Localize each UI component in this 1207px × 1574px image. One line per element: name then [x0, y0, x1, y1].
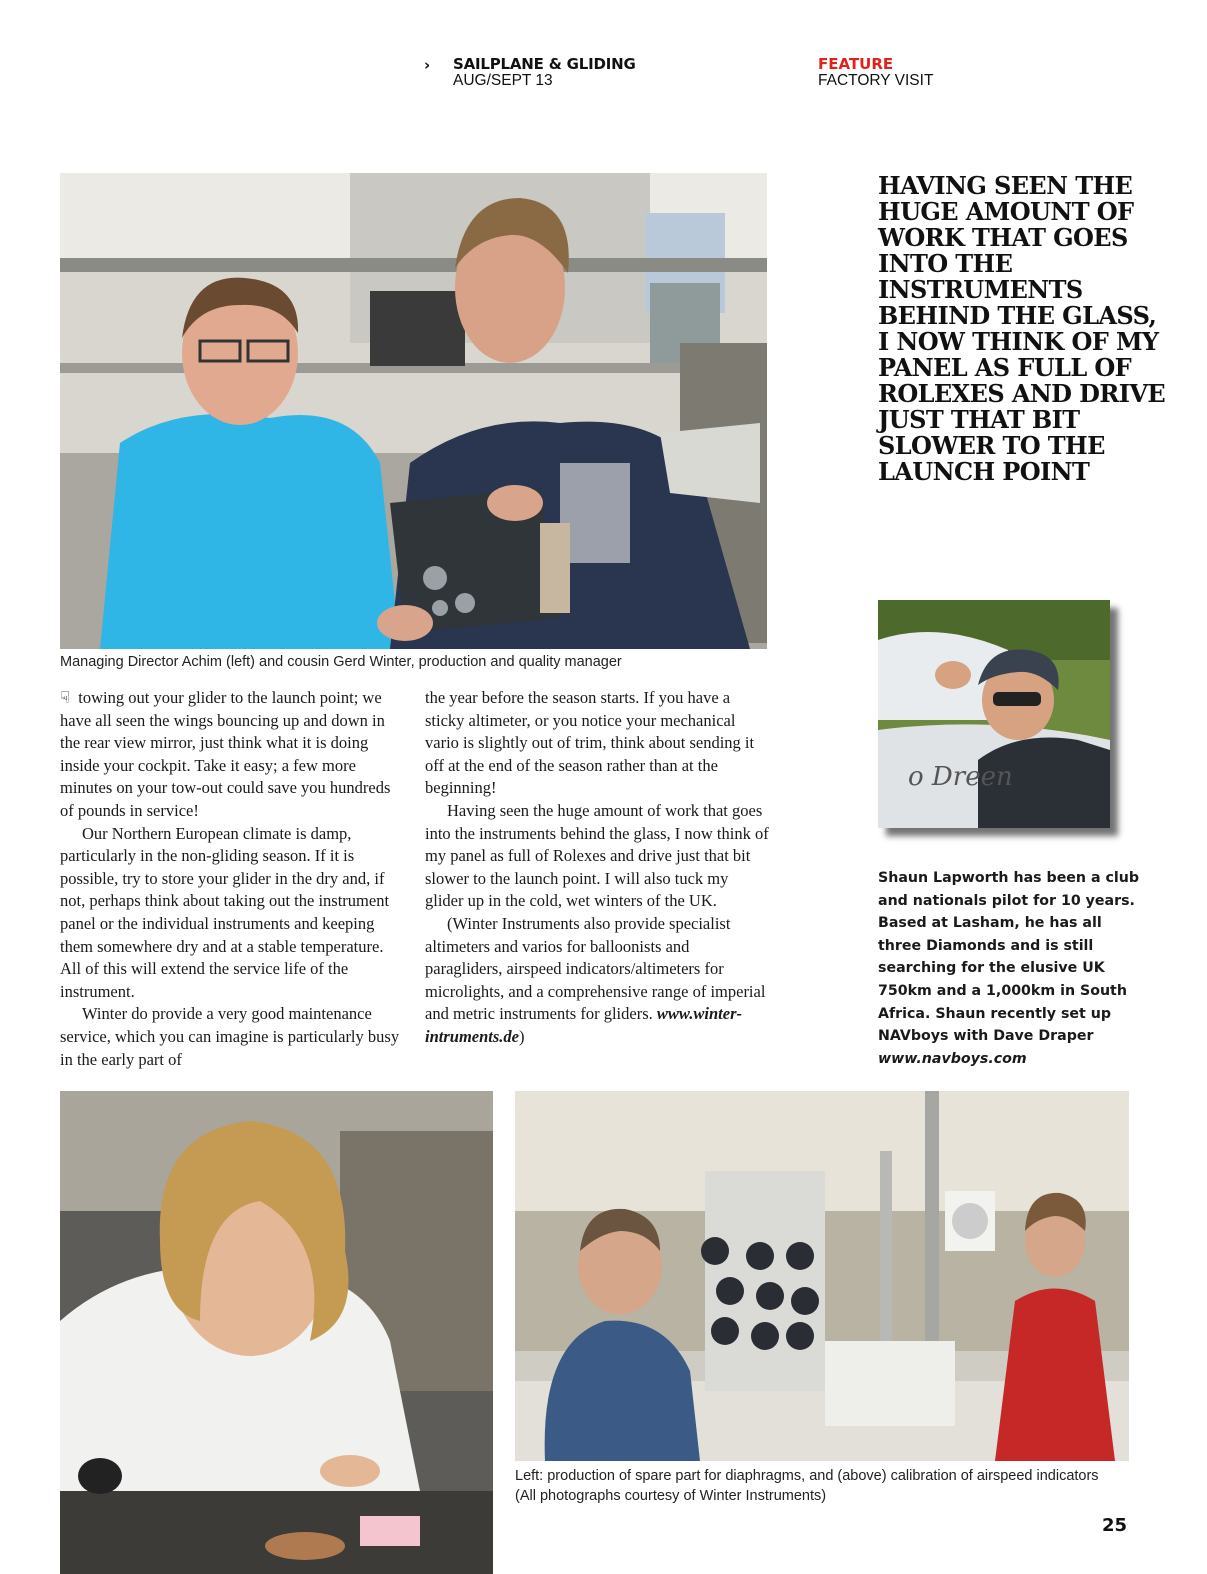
glider-lettering: o Dreen	[908, 762, 1013, 792]
pull-quote: HAVING SEEN THE HUGE AMOUNT OF WORK THAT GOES INTO THE INSTRUMENTS BEHIND THE GLASS, I NOW THINK OF MY PANEL AS FULL OF ROLEXES AND DRIVE JUST THAT BIT SLOWER TO THE LAUNCH POINT	[878, 171, 1166, 486]
author-photo	[878, 600, 1110, 828]
caption-top: Managing Director Achim (left) and cousin Gerd Winter, production and quality manager	[60, 654, 622, 670]
paragraph: ☟ towing out your glider to the launch point; we have all seen the wings bouncing up and down in the rear view mirror, just think what it is doing inside your cockpit. Take it easy; a few more minutes on your tow-out could save you hundreds of pounds in service!	[60, 688, 391, 820]
section-title: FACTORY VISIT	[818, 72, 934, 89]
author-bio: Shaun Lapworth has been a club and nationals pilot for 10 years. Based at Lasham, he has all three Diamonds and is still searching for the elusive UK 750km and a 1,000km in South Africa. Shaun recently set up NAVboys with Dave Draper www.navboys.com	[878, 870, 1140, 1067]
magazine-title: SAILPLANE & GLIDING	[453, 55, 636, 73]
caption-bottom: Left: production of spare part for diaphragms, and (above) calibration of airspeed indicators (All photographs courtesy of Winter Instruments)	[515, 1468, 1099, 1504]
photo-directors	[60, 173, 767, 649]
photo-diaphragm-production	[60, 1091, 493, 1574]
feature-label: FEATURE	[818, 55, 894, 73]
continued-hand-icon: ☟	[60, 688, 71, 707]
issue-date: AUG/SEPT 13	[453, 72, 553, 89]
navboys-link[interactable]: www.navboys.com	[878, 1050, 1027, 1067]
winter-instruments-link[interactable]: www.winter-intruments.de	[425, 1004, 742, 1046]
photo-airspeed-calibration	[515, 1091, 1129, 1461]
paragraph: the year before the season starts. If you have a sticky altimeter, or you notice your mechanical vario is slightly out of trim, think about sending it off at the end of the season rather than at the beginning!	[425, 688, 755, 798]
article-column-left	[60, 687, 405, 1071]
paragraph: Winter do provide a very good maintenance service, which you can imagine is particularly busy in the early part of	[60, 1004, 400, 1069]
paragraph: Having seen the huge amount of work that goes into the instruments behind the glass, I now think of my panel as full of Rolexes and drive just that bit slower to the launch point. I will also tuck my glider up in the cold, wet winters of the UK.	[425, 800, 769, 911]
article-column-middle	[425, 687, 770, 1049]
header-chevron-icon: ›	[424, 56, 431, 74]
paragraph: Our Northern European climate is damp, particularly in the non-gliding season. If it is possible, try to store your glider in the dry and, if not, perhaps think about taking out the instrument panel or the individual instruments and keeping them somewhere dry and at a stable temperature. All of this will extend the service life of the instrument.	[60, 823, 390, 1001]
paragraph: (Winter Instruments also provide specialist altimeters and varios for balloonists and paragliders, airspeed indicators/altimeters for microlights, and a comprehensive range of imperial and metric instruments for gliders. www.winter-intruments.de)	[425, 913, 766, 1046]
page-number: 25	[1102, 1515, 1128, 1536]
